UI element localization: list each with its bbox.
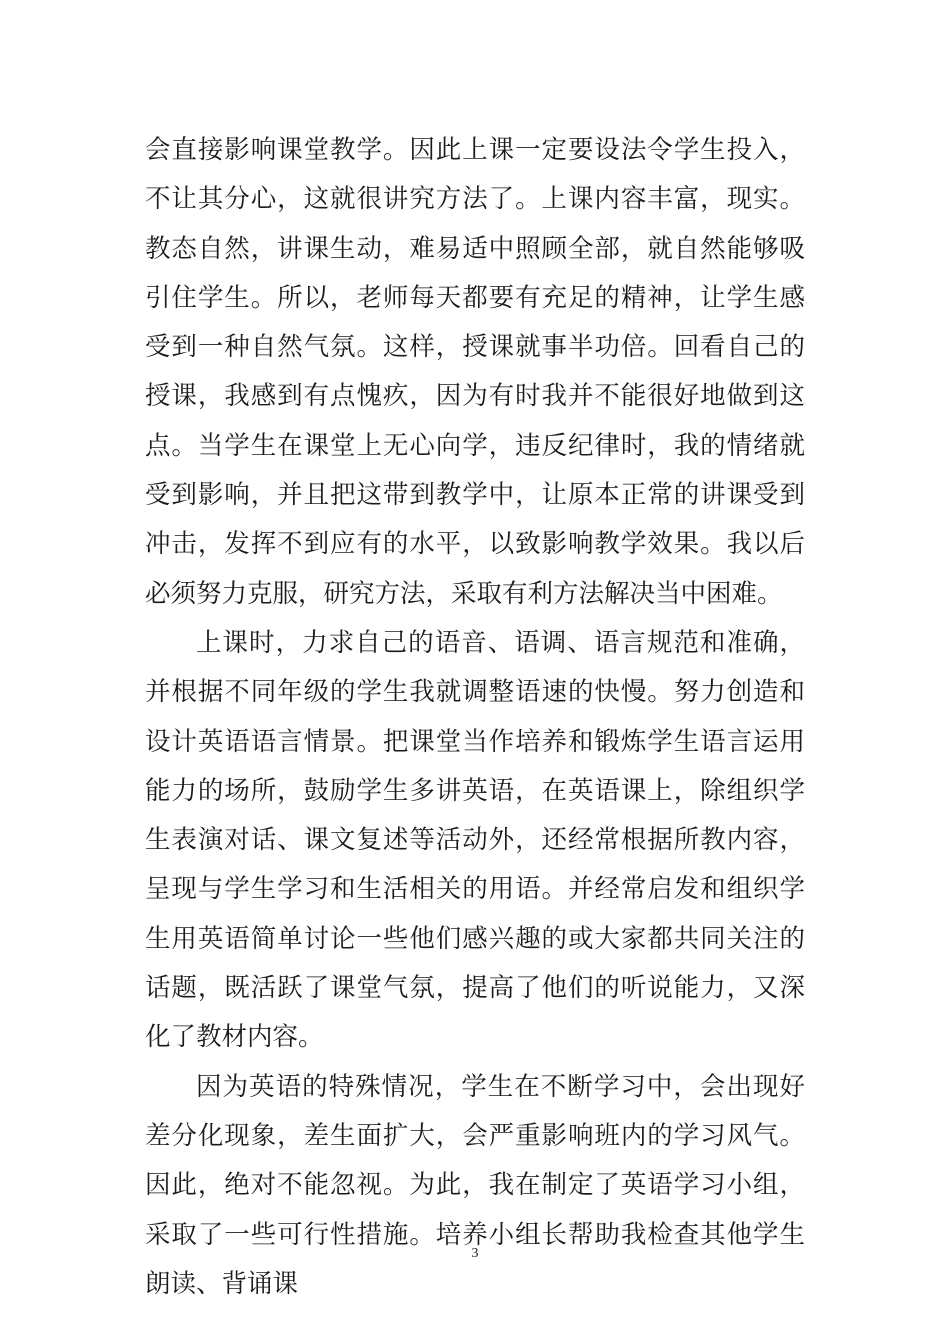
document-body xyxy=(145,126,805,1309)
paragraph: 上课时，力求自己的语音、语调、语言规范和准确，并根据不同年级的学生我就调整语速的快慢。努力创造和设计英语语言情景。把课堂当作培养和锻炼学生语言运用能力的场所，鼓励学生多讲英语，在英语课上，除组织学生表演对话、课文复述等活动外，还经常根据所教内容，呈现与学生学习和生活相关的用语。并经常启发和组织学生用英语简单讨论一些他们感兴趣的或大家都共同关注的话题，既活跃了课堂气氛，提高了他们的听说能力，又深化了教材内容。 xyxy=(145,627,805,1053)
page-number: 3 xyxy=(471,1246,479,1261)
paragraph: 会直接影响课堂教学。因此上课一定要设法令学生投入，不让其分心，这就很讲究方法了。上课内容丰富，现实。教态自然，讲课生动，难易适中照顾全部，就自然能够吸引住学生。所以，老师每天都要有充足的精神，让学生感受到一种自然气氛。这样，授课就事半功倍。回看自己的授课，我感到有点愧疚，因为有时我并不能很好地做到这点。当学生在课堂上无心向学，违反纪律时，我的情绪就受到影响，并且把这带到教学中，让原本正常的讲课受到冲击，发挥不到应有的水平，以致影响教学效果。我以后必须努力克服，研究方法，采取有利方法解决当中困难。 xyxy=(145,135,805,609)
paragraph: 因为英语的特殊情况，学生在不断学习中，会出现好差分化现象，差生面扩大，会严重影响班内的学习风气。因此，绝对不能忽视。为此，我在制定了英语学习小组，采取了一些可行性措施。培养小组长帮助我检查其他学生朗读、背诵课 xyxy=(145,1071,805,1299)
